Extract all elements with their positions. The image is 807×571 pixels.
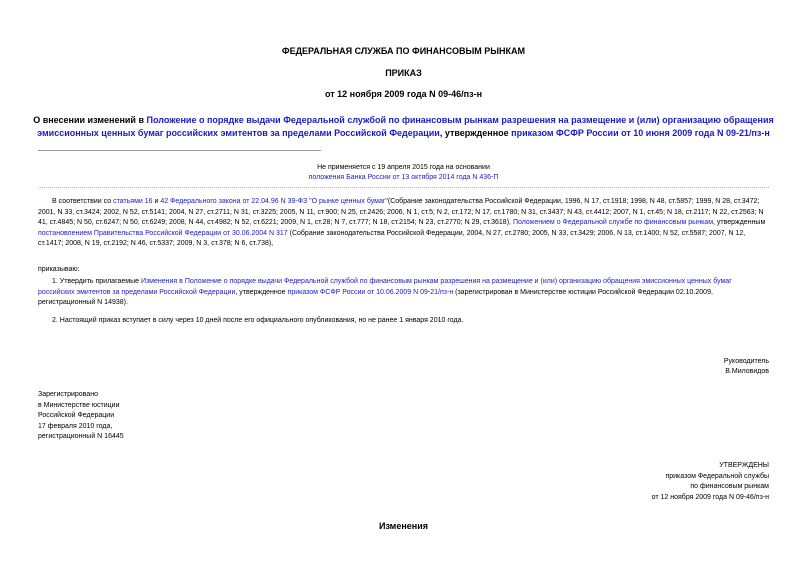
title-middle: , утвержденное: [439, 128, 512, 138]
order-item-2: 2. Настоящий приказ вступает в силу через 10 дней после его официального опубликования, но не ранее 1 января 2010 года.: [52, 317, 464, 324]
agency-name: ФЕДЕРАЛЬНАЯ СЛУЖБА ПО ФИНАНСОВЫМ РЫНКАМ: [281, 46, 526, 56]
preamble-paragraph: В соответствии со статьями 16 и 42 Федерального закона от 22.04.96 N 39-ФЗ "О рынке ценных бумаг"(Собрание законодательства Российской Федерации, 1996, N 17, ст.1918; 1998, N 48, ст.5857; 1999, N 28, ст.3472; 2001, N 33, ст.3424; 2002, N 52, ст.5141; 2004, N 27, ст.2711; N 31, ст.3225; 2005, N 11, ст.900; N 25, ст.2426; 2006, N 1, ст.5; N 2, ст.172; N 17, ст.1780; N 31, ст.3437; N 43, ст.4412; 2007, N 1, ст.45; N 18, ст.2117; N 22, ст.2563; N 41, ст.4845; N 50, ст.6247; N 50, ст.6249; 2008, N 44, ст.4982; N 52, ст.6221; 2009, N 1, ст.28; N 7, ст.777; N 18, ст.2154; N 23, ст.2770; N 29, ст.3618), Положением о Федеральной службе по финансовым рынкам, утвержденным постановлением Правительства Российской Федерации от 30.06.2004 N 317 (Собрание законодательства Российской Федерации, 2004, N 27, ст.2780; 2005, N 33, ст.3429; 2006, N 13, ст.1400; N 52, ст.5587; 2007, N 12, ст.1417; 2008, N 19, ст.2192; N 46, ст.5337; 2009, N 3, ст.378; N 6, ст.738),: [38, 198, 766, 247]
approval-block: УТВЕРЖДЕНЫ приказом Федеральной службы по финансовым рынкам от 12 ноября 2009 года N 09-46/пз-н: [651, 462, 769, 501]
link-government-decree[interactable]: постановлением Правительства Российской Федерации от 30.06.2004 N 317: [38, 229, 288, 237]
signature-name: В.Миловидов: [725, 368, 769, 375]
title-prefix: О внесении изменений в: [33, 115, 147, 125]
link-fsfr-regulation[interactable]: Положением о Федеральной службе по финансовым рынкам: [512, 219, 714, 226]
title-link-regulation[interactable]: Положение о порядке выдачи Федеральной службой по финансовым рынкам разрешения на размещение и (или) организацию обращения эмиссионных ценных бумаг российских эмитентов за пределами Российской Федерации: [37, 115, 774, 138]
registration-block: Зарегистрировано в Министерстве юстиции Российской Федерации 17 февраля 2010 года, регистрационный N 16445: [38, 391, 124, 440]
link-article-16[interactable]: статьями 16: [113, 198, 153, 205]
title-link-order[interactable]: приказом ФСФР России от 10 июня 2009 года N 09-21/пз-н: [511, 128, 770, 138]
link-order-09-21[interactable]: приказом ФСФР России от 10.06.2009 N 09-21/пз-н: [287, 288, 454, 296]
doc-date-number: от 12 ноября 2009 года N 09-46/пз-н: [324, 89, 483, 99]
notice-divider: [38, 187, 769, 188]
link-changes[interactable]: Изменения в Положение о порядке выдачи Федеральной службой по финансовым рынкам разрешения на размещение и (или) организацию обращения эмиссионных ценных бумаг российских эмитентов за пределами Российской Федерации: [38, 278, 732, 296]
order-word: приказываю:: [38, 266, 80, 273]
changes-heading: Изменения: [378, 521, 429, 531]
signature-role: Руководитель: [723, 358, 769, 365]
doc-type: ПРИКАЗ: [385, 68, 422, 78]
link-article-42-law[interactable]: 42 Федерального закона от 22.04.96 N 39-ФЗ "О рынке ценных бумаг": [160, 198, 388, 205]
title-divider: [38, 150, 321, 151]
notice-line: Не применяется с 19 апреля 2015 года на основании: [317, 164, 490, 171]
doc-title: [30, 114, 777, 140]
notice-link[interactable]: положения Банка России от 13 октября 2014 года N 436-П: [308, 174, 499, 181]
order-item-1: 1. Утвердить прилагаемые Изменения в Положение о порядке выдачи Федеральной службой по финансовым рынкам разрешения на размещение и (или) организацию обращения эмиссионных ценных бумаг российских эмитентов за пределами Российской Федерации, утвержденное приказом ФСФР России от 10.06.2009 N 09-21/пз-н (зарегистрирован в Министерстве юстиции Российской Федерации 02.10.2009, регистрационный N 14938).: [38, 278, 732, 306]
